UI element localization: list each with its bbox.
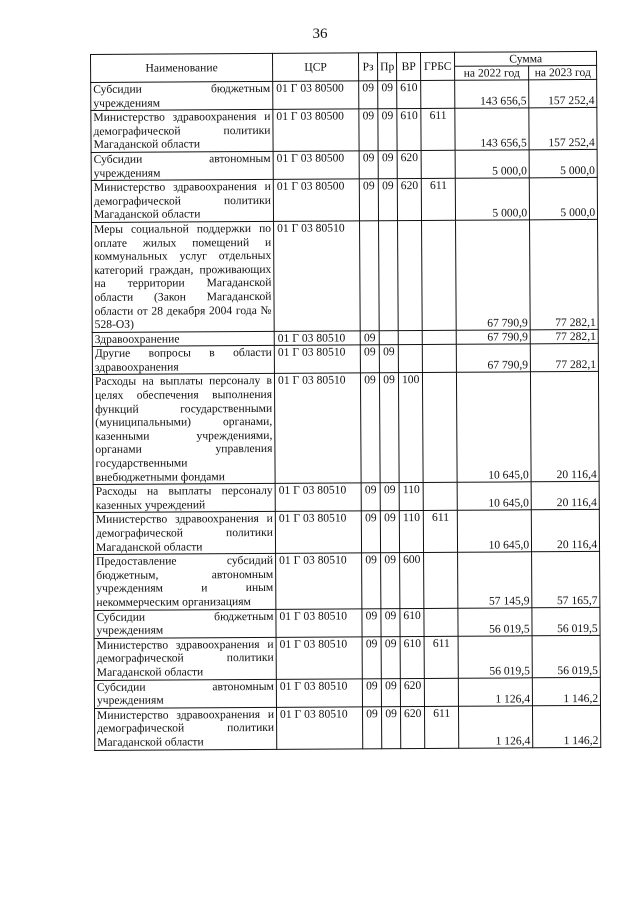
row-csr: 01 Г 03 80510 [276, 553, 362, 609]
row-vr [398, 330, 422, 345]
row-rz: 09 [360, 330, 379, 345]
header-name: Наименование [91, 53, 273, 82]
row-vr: 620 [397, 150, 421, 178]
row-name: Другие вопросы в области здравоохранения [92, 346, 274, 375]
header-vr: ВР [397, 52, 421, 80]
row-sum-2023: 1 146,2 [533, 705, 601, 747]
row-rz: 09 [362, 706, 381, 748]
table-row [94, 677, 600, 708]
row-sum-2022: 143 656,5 [455, 80, 529, 109]
row-grbs [423, 482, 457, 510]
row-name: Министерство здравоохранения и демографической политики Магаданской области [94, 637, 276, 680]
row-pr: 09 [381, 636, 400, 678]
row-vr: 100 [399, 373, 424, 483]
row-pr [379, 330, 398, 345]
row-name: Предоставление субсидий бюджетным, автономным учреждениям и иным некоммерческим организациям [94, 554, 276, 610]
row-rz: 09 [359, 109, 378, 151]
row-sum-2022: 5 000,0 [455, 178, 529, 220]
row-vr: 610 [400, 636, 424, 678]
row-vr: 610 [397, 80, 421, 108]
row-name: Расходы на выплаты персоналу казенных учреждений [93, 484, 275, 513]
row-name: Здравоохранение [92, 331, 274, 347]
budget-table-container [90, 51, 601, 751]
row-pr: 09 [378, 109, 397, 151]
row-csr: 01 Г 03 80500 [273, 151, 359, 180]
row-csr: 01 Г 03 80510 [276, 707, 362, 749]
row-csr: 01 Г 03 80510 [276, 678, 362, 707]
row-csr: 01 Г 03 80510 [274, 221, 361, 331]
row-grbs [424, 678, 458, 706]
row-grbs: 611 [425, 706, 459, 748]
row-rz: 09 [359, 179, 378, 221]
row-grbs [422, 330, 456, 345]
row-name: Расходы на выплаты персоналу в целях обеспечения выполнения функций государственными (муниципальными) органами, казенными учреждениями, органами управления государственными внебюджетными фондами [92, 374, 275, 485]
row-sum-2022: 10 645,0 [457, 372, 532, 482]
row-pr: 09 [378, 151, 397, 179]
row-sum-2022: 56 019,5 [458, 607, 532, 636]
row-name: Субсидии автономным учреждениям [91, 151, 273, 180]
row-grbs [421, 150, 455, 178]
row-pr: 09 [378, 179, 397, 221]
row-sum-2023: 77 282,1 [530, 344, 598, 373]
row-pr: 09 [381, 706, 400, 748]
header-year-2022: на 2022 год [455, 66, 529, 80]
table-body [91, 79, 601, 750]
row-grbs [423, 373, 458, 483]
row-grbs [421, 80, 455, 108]
row-csr: 01 Г 03 80510 [274, 373, 361, 483]
row-name: Министерство здравоохранения и демографической политики Магаданской области [91, 110, 273, 153]
row-grbs [424, 552, 458, 608]
row-vr [398, 345, 422, 373]
row-vr: 620 [397, 179, 421, 221]
row-csr: 01 Г 03 80500 [273, 179, 359, 221]
row-vr: 110 [399, 511, 423, 553]
header-grbs: ГРБС [421, 52, 455, 80]
row-sum-2023: 5 000,0 [529, 178, 597, 220]
row-grbs [424, 608, 458, 636]
row-pr: 09 [381, 608, 400, 636]
row-sum-2023: 77 282,1 [530, 329, 598, 344]
header-pr: Пр [377, 53, 396, 81]
row-rz: 09 [359, 151, 378, 179]
row-csr: 01 Г 03 80510 [276, 608, 362, 637]
table-row [93, 510, 599, 555]
row-sum-2023: 56 019,5 [532, 607, 600, 636]
row-pr: 09 [381, 678, 400, 706]
row-rz: 09 [362, 636, 381, 678]
row-grbs [422, 345, 456, 373]
row-csr: 01 Г 03 80510 [274, 345, 360, 374]
row-grbs [422, 220, 457, 330]
table-row [94, 705, 600, 750]
row-rz: 09 [360, 345, 379, 373]
row-rz: 09 [362, 553, 381, 608]
row-vr [398, 220, 423, 330]
row-name: Министерство здравоохранения и демографической политики Магаданской области [94, 707, 276, 750]
row-sum-2023: 1 146,2 [532, 677, 600, 706]
row-sum-2023: 5 000,0 [529, 149, 597, 178]
page-number: 36 [312, 26, 328, 42]
budget-table [90, 51, 601, 751]
row-grbs: 611 [421, 108, 455, 150]
row-pr [379, 221, 399, 331]
row-sum-2023: 77 282,1 [530, 219, 599, 329]
header-csr: ЦСР [272, 53, 358, 82]
row-sum-2023: 157 252,4 [529, 79, 597, 108]
row-name: Субсидии автономным учреждениям [94, 679, 276, 708]
row-vr: 610 [400, 608, 424, 636]
row-vr: 110 [399, 483, 423, 511]
row-sum-2023: 20 116,4 [531, 482, 599, 511]
row-pr: 09 [379, 373, 399, 483]
row-csr: 01 Г 03 80510 [275, 483, 361, 512]
table-row [92, 219, 599, 332]
row-pr: 09 [378, 81, 397, 109]
row-vr: 620 [401, 706, 425, 748]
row-sum-2023: 57 165,7 [532, 552, 600, 608]
table-row [94, 552, 601, 610]
row-rz: 09 [361, 511, 380, 553]
table-row [94, 635, 600, 680]
header-year-2023: на 2023 год [529, 65, 597, 79]
row-sum-2022: 10 645,0 [457, 510, 531, 552]
row-sum-2023: 56 019,5 [532, 635, 600, 677]
row-sum-2022: 67 790,9 [456, 220, 531, 330]
row-sum-2022: 143 656,5 [455, 108, 529, 150]
row-rz: 09 [361, 483, 380, 511]
row-name: Министерство здравоохранения и демографической политики Магаданской области [93, 512, 275, 555]
table-row [91, 79, 597, 110]
row-sum-2023: 157 252,4 [529, 108, 597, 150]
row-sum-2022: 57 145,9 [458, 552, 532, 608]
row-vr: 610 [397, 109, 421, 151]
row-csr: 01 Г 03 80500 [273, 81, 359, 110]
row-csr: 01 Г 03 80500 [273, 109, 359, 151]
table-row [91, 108, 597, 153]
row-vr: 620 [400, 678, 424, 706]
row-sum-2022: 1 126,4 [458, 677, 532, 706]
row-sum-2023: 20 116,4 [531, 510, 599, 552]
table-row [91, 149, 597, 180]
row-grbs: 611 [421, 178, 455, 220]
row-sum-2022: 1 126,4 [459, 706, 533, 748]
header-rz: Рз [358, 53, 377, 81]
row-rz [360, 221, 380, 331]
table-row [92, 344, 598, 375]
row-rz: 09 [359, 81, 378, 109]
row-pr: 09 [381, 553, 401, 608]
header-sum: Сумма [455, 51, 597, 66]
row-rz: 09 [360, 373, 380, 483]
row-name: Меры социальной поддержки по оплате жилых помещений и коммунальных услуг отдельных категорий граждан, проживающих на территории Магаданской области (Закон Магаданской области от 28 декабря 2004 года № 528-ОЗ) [92, 221, 275, 332]
row-grbs: 611 [423, 511, 457, 553]
row-rz: 09 [362, 678, 381, 706]
row-name: Министерство здравоохранения и демографической политики Магаданской области [91, 180, 273, 223]
row-csr: 01 Г 03 80510 [275, 511, 361, 553]
row-csr: 01 Г 03 80510 [276, 637, 362, 679]
row-pr: 09 [380, 483, 399, 511]
table-row [91, 178, 597, 223]
table-header [91, 51, 597, 82]
row-pr: 09 [380, 511, 399, 553]
table-row [93, 482, 599, 513]
row-sum-2022: 5 000,0 [455, 150, 529, 179]
row-sum-2023: 20 116,4 [531, 372, 600, 482]
table-row [94, 607, 600, 638]
row-sum-2022: 67 790,9 [456, 330, 530, 345]
table-row [92, 372, 599, 485]
row-grbs: 611 [424, 636, 458, 678]
row-sum-2022: 67 790,9 [456, 344, 530, 373]
row-sum-2022: 10 645,0 [457, 482, 531, 511]
row-pr: 09 [379, 345, 398, 373]
row-name: Субсидии бюджетным учреждениям [91, 81, 273, 110]
row-sum-2022: 56 019,5 [458, 636, 532, 678]
row-vr: 600 [400, 553, 424, 609]
row-rz: 09 [362, 608, 381, 636]
row-name: Субсидии бюджетным учреждениям [94, 609, 276, 638]
row-csr: 01 Г 03 80510 [274, 331, 360, 346]
